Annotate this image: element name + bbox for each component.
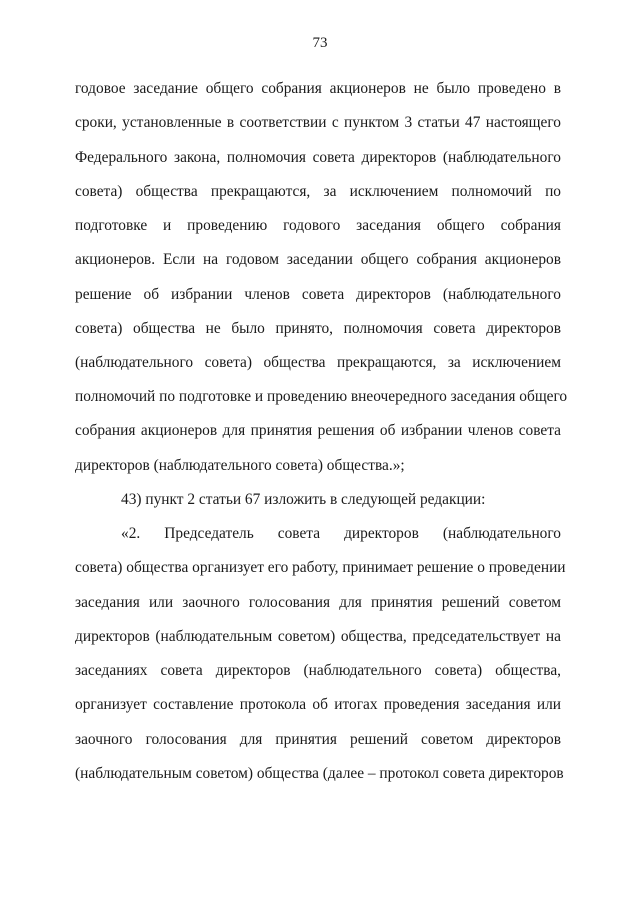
- text-line: директоров (наблюдательного совета) общества.»;: [75, 457, 405, 474]
- text-line: решение об избрании членов совета директоров (наблюдательного: [75, 286, 561, 303]
- text-line: полномочий по подготовке и проведению внеочередного заседания общего: [75, 388, 568, 405]
- text-line: директоров (наблюдательным советом) общества, председательствует на: [75, 628, 561, 645]
- text-line: подготовке и проведению годового заседания общего собрания: [75, 217, 561, 234]
- text-line: Федерального закона, полномочия совета директоров (наблюдательного: [75, 149, 561, 166]
- text-line: годовое заседание общего собрания акционеров не было проведено в: [75, 80, 561, 97]
- text-line: сроки, установленные в соответствии с пунктом 3 статьи 47 настоящего: [75, 114, 561, 131]
- text-line: совета) общества организует его работу, принимает решение о проведении: [75, 559, 566, 576]
- text-line: заочного голосования для принятия решений советом директоров: [75, 731, 561, 748]
- paragraph-first-line: 43) пункт 2 статьи 67 изложить в следующей редакции:: [121, 491, 486, 508]
- text-line: собрания акционеров для принятия решения об избрании членов совета: [75, 422, 561, 439]
- text-line: заседаниях совета директоров (наблюдательного совета) общества,: [75, 662, 561, 679]
- text-line: (наблюдательным советом) общества (далее – протокол совета директоров: [75, 765, 564, 782]
- text-line: заседания или заочного голосования для принятия решений советом: [75, 594, 561, 611]
- text-line: совета) общества прекращаются, за исключением полномочий по: [75, 183, 561, 200]
- text-line: совета) общества не было принято, полномочия совета директоров: [75, 320, 561, 337]
- text-line: организует составление протокола об итогах проведения заседания или: [75, 696, 561, 713]
- text-line: (наблюдательного совета) общества прекращаются, за исключением: [75, 354, 561, 371]
- text-line: акционеров. Если на годовом заседании общего собрания акционеров: [75, 251, 561, 268]
- page-number: 73: [312, 35, 328, 51]
- paragraph-first-line: «2. Председатель совета директоров (наблюдательного: [121, 525, 561, 542]
